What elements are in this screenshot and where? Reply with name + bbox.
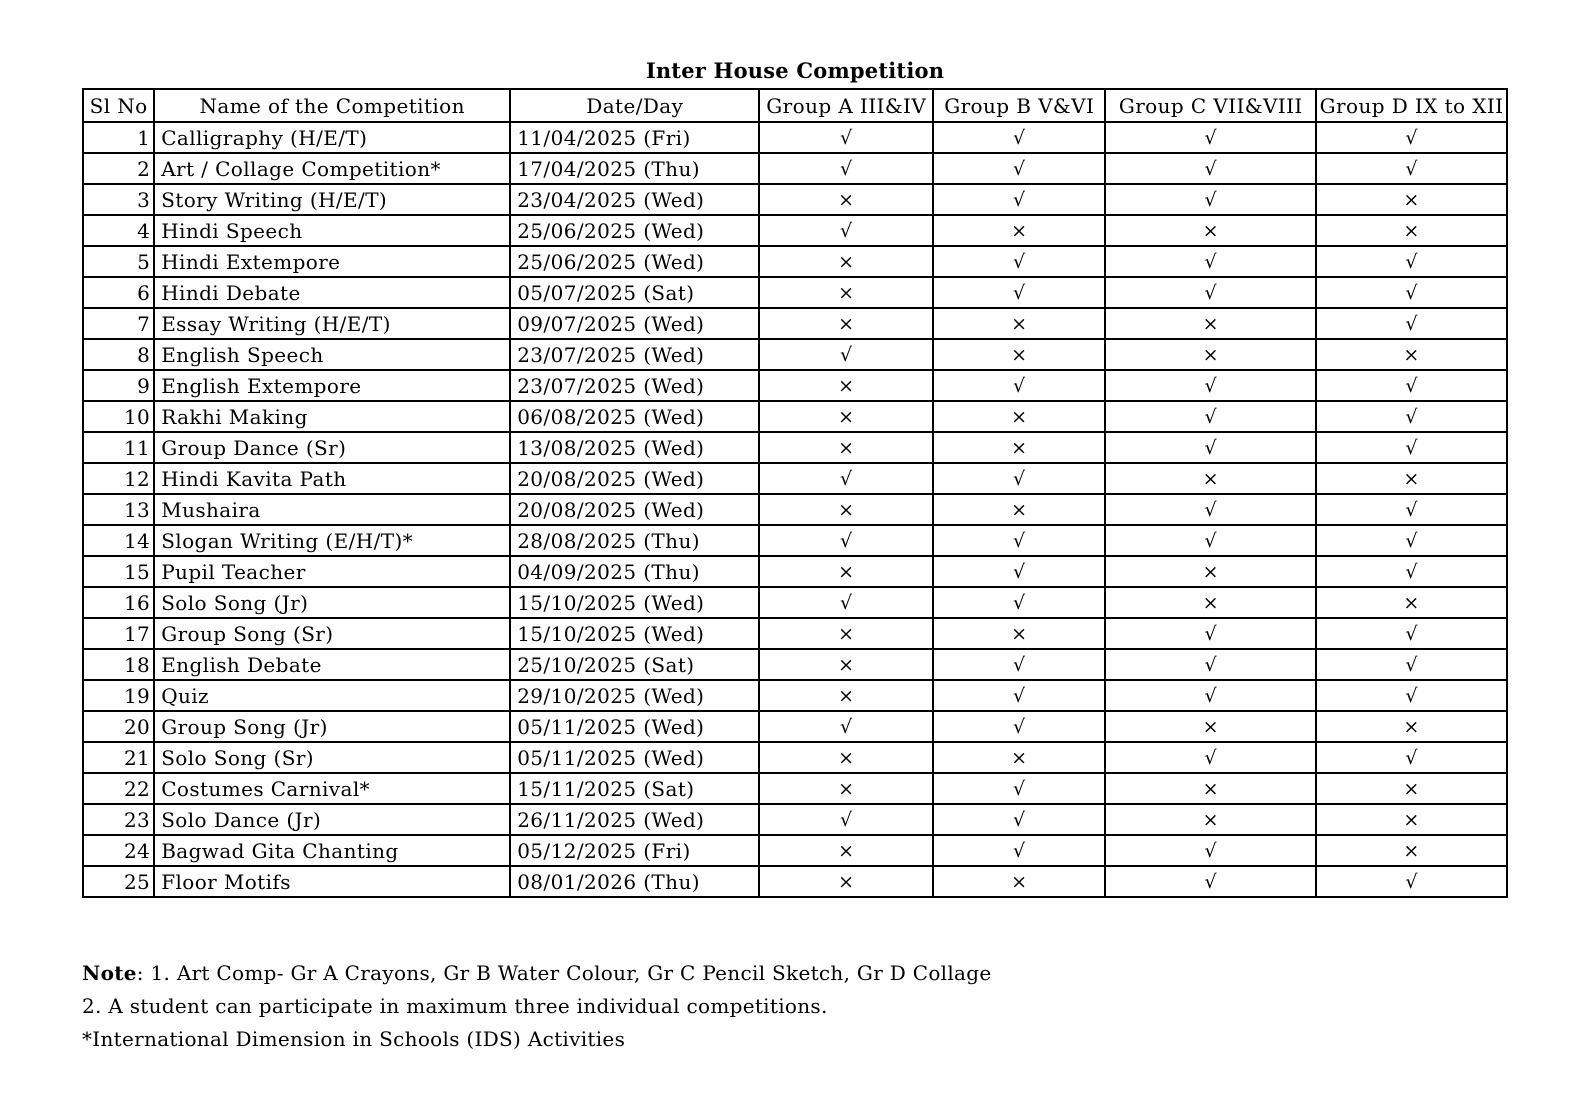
note-line-1-text: : 1. Art Comp- Gr A Crayons, Gr B Water Colour, Gr C Pencil Sketch, Gr D Collage [136, 961, 992, 985]
date-cell: 05/07/2025 (Sat) [510, 277, 759, 308]
group-c-mark-cell: √ [1105, 432, 1316, 463]
date-cell: 05/11/2025 (Wed) [510, 711, 759, 742]
note-label: Note [82, 961, 137, 985]
notes-section [82, 962, 1508, 1050]
header-group-d: Group D IX to XII [1316, 89, 1507, 122]
competition-name-cell: Solo Dance (Jr) [154, 804, 510, 835]
group-b-mark-cell: √ [933, 711, 1105, 742]
header-sl-no: Sl No [83, 89, 154, 122]
group-c-mark-cell: √ [1105, 122, 1316, 153]
competition-name-cell: Essay Writing (H/E/T) [154, 308, 510, 339]
table-row [83, 463, 1507, 494]
group-b-mark-cell: √ [933, 649, 1105, 680]
note-line-3: *International Dimension in Schools (IDS) Activities [82, 1027, 626, 1051]
competition-name-cell: Bagwad Gita Chanting [154, 835, 510, 866]
group-c-mark-cell: √ [1105, 866, 1316, 897]
date-cell: 11/04/2025 (Fri) [510, 122, 759, 153]
group-b-mark-cell: √ [933, 246, 1105, 277]
note-line-2: 2. A student can participate in maximum three individual competitions. [82, 994, 828, 1018]
group-b-mark-cell: √ [933, 556, 1105, 587]
table-row [83, 370, 1507, 401]
date-cell: 15/10/2025 (Wed) [510, 618, 759, 649]
date-cell: 28/08/2025 (Thu) [510, 525, 759, 556]
group-a-mark-cell: × [759, 184, 933, 215]
table-row [83, 773, 1507, 804]
date-cell: 15/11/2025 (Sat) [510, 773, 759, 804]
date-cell: 17/04/2025 (Thu) [510, 153, 759, 184]
date-cell: 26/11/2025 (Wed) [510, 804, 759, 835]
group-b-mark-cell: √ [933, 587, 1105, 618]
sl-no-cell: 3 [83, 184, 154, 215]
note-line-1 [82, 962, 1508, 984]
group-c-mark-cell: √ [1105, 525, 1316, 556]
competition-name-cell: Slogan Writing (E/H/T)* [154, 525, 510, 556]
competition-name-cell: Art / Collage Competition* [154, 153, 510, 184]
date-cell: 15/10/2025 (Wed) [510, 587, 759, 618]
table-row [83, 277, 1507, 308]
competition-name-cell: Group Song (Jr) [154, 711, 510, 742]
date-cell: 25/10/2025 (Sat) [510, 649, 759, 680]
table-row [83, 742, 1507, 773]
sl-no-cell: 1 [83, 122, 154, 153]
sl-no-cell: 7 [83, 308, 154, 339]
table-row [83, 246, 1507, 277]
group-d-mark-cell: √ [1316, 556, 1507, 587]
group-d-mark-cell: × [1316, 184, 1507, 215]
group-c-mark-cell: √ [1105, 835, 1316, 866]
group-d-mark-cell: × [1316, 215, 1507, 246]
date-cell: 06/08/2025 (Wed) [510, 401, 759, 432]
sl-no-cell: 14 [83, 525, 154, 556]
group-d-mark-cell: √ [1316, 122, 1507, 153]
date-cell: 25/06/2025 (Wed) [510, 215, 759, 246]
group-c-mark-cell: √ [1105, 277, 1316, 308]
group-b-mark-cell: √ [933, 122, 1105, 153]
competition-name-cell: Hindi Debate [154, 277, 510, 308]
table-row [83, 308, 1507, 339]
group-b-mark-cell: × [933, 339, 1105, 370]
date-cell: 29/10/2025 (Wed) [510, 680, 759, 711]
competition-name-cell: Group Dance (Sr) [154, 432, 510, 463]
sl-no-cell: 21 [83, 742, 154, 773]
competition-name-cell: Hindi Kavita Path [154, 463, 510, 494]
date-cell: 20/08/2025 (Wed) [510, 463, 759, 494]
table-row [83, 866, 1507, 897]
sl-no-cell: 4 [83, 215, 154, 246]
group-d-mark-cell: √ [1316, 742, 1507, 773]
group-c-mark-cell: × [1105, 587, 1316, 618]
competition-name-cell: Calligraphy (H/E/T) [154, 122, 510, 153]
group-a-mark-cell: × [759, 866, 933, 897]
competition-name-cell: English Speech [154, 339, 510, 370]
group-a-mark-cell: × [759, 618, 933, 649]
group-d-mark-cell: √ [1316, 618, 1507, 649]
date-cell: 09/07/2025 (Wed) [510, 308, 759, 339]
group-b-mark-cell: × [933, 432, 1105, 463]
table-row [83, 525, 1507, 556]
group-a-mark-cell: √ [759, 153, 933, 184]
competition-name-cell: Hindi Speech [154, 215, 510, 246]
group-b-mark-cell: √ [933, 680, 1105, 711]
group-d-mark-cell: × [1316, 773, 1507, 804]
date-cell: 13/08/2025 (Wed) [510, 432, 759, 463]
sl-no-cell: 13 [83, 494, 154, 525]
table-row [83, 432, 1507, 463]
group-c-mark-cell: √ [1105, 370, 1316, 401]
group-d-mark-cell: √ [1316, 246, 1507, 277]
group-c-mark-cell: × [1105, 556, 1316, 587]
group-c-mark-cell: √ [1105, 494, 1316, 525]
group-a-mark-cell: × [759, 432, 933, 463]
group-b-mark-cell: √ [933, 525, 1105, 556]
date-cell: 04/09/2025 (Thu) [510, 556, 759, 587]
competition-name-cell: English Extempore [154, 370, 510, 401]
group-a-mark-cell: √ [759, 804, 933, 835]
group-b-mark-cell: × [933, 742, 1105, 773]
group-d-mark-cell: √ [1316, 370, 1507, 401]
table-row [83, 494, 1507, 525]
group-b-mark-cell: √ [933, 463, 1105, 494]
sl-no-cell: 11 [83, 432, 154, 463]
group-d-mark-cell: × [1316, 835, 1507, 866]
group-b-mark-cell: √ [933, 277, 1105, 308]
sl-no-cell: 15 [83, 556, 154, 587]
sl-no-cell: 22 [83, 773, 154, 804]
group-a-mark-cell: × [759, 835, 933, 866]
group-c-mark-cell: √ [1105, 680, 1316, 711]
competition-name-cell: English Debate [154, 649, 510, 680]
group-a-mark-cell: √ [759, 711, 933, 742]
group-d-mark-cell: √ [1316, 308, 1507, 339]
group-b-mark-cell: √ [933, 153, 1105, 184]
group-d-mark-cell: √ [1316, 432, 1507, 463]
header-group-a: Group A III&IV [759, 89, 933, 122]
group-c-mark-cell: × [1105, 804, 1316, 835]
group-d-mark-cell: √ [1316, 680, 1507, 711]
group-c-mark-cell: × [1105, 308, 1316, 339]
competition-name-cell: Pupil Teacher [154, 556, 510, 587]
group-d-mark-cell: × [1316, 463, 1507, 494]
table-header-row [83, 89, 1507, 122]
group-c-mark-cell: × [1105, 339, 1316, 370]
group-a-mark-cell: × [759, 277, 933, 308]
group-a-mark-cell: × [759, 680, 933, 711]
group-d-mark-cell: × [1316, 339, 1507, 370]
group-b-mark-cell: √ [933, 804, 1105, 835]
table-row [83, 401, 1507, 432]
group-a-mark-cell: × [759, 773, 933, 804]
sl-no-cell: 6 [83, 277, 154, 308]
table-row [83, 835, 1507, 866]
competition-name-cell: Costumes Carnival* [154, 773, 510, 804]
sl-no-cell: 20 [83, 711, 154, 742]
page-title: Inter House Competition [645, 58, 945, 83]
group-c-mark-cell: √ [1105, 649, 1316, 680]
date-cell: 23/07/2025 (Wed) [510, 370, 759, 401]
table-row [83, 649, 1507, 680]
group-c-mark-cell: √ [1105, 618, 1316, 649]
date-cell: 20/08/2025 (Wed) [510, 494, 759, 525]
group-a-mark-cell: √ [759, 122, 933, 153]
competition-name-cell: Mushaira [154, 494, 510, 525]
group-b-mark-cell: × [933, 215, 1105, 246]
group-d-mark-cell: √ [1316, 649, 1507, 680]
table-row [83, 804, 1507, 835]
group-a-mark-cell: × [759, 401, 933, 432]
group-a-mark-cell: × [759, 308, 933, 339]
sl-no-cell: 8 [83, 339, 154, 370]
group-a-mark-cell: × [759, 556, 933, 587]
group-d-mark-cell: × [1316, 587, 1507, 618]
table-row [83, 215, 1507, 246]
group-a-mark-cell: √ [759, 587, 933, 618]
group-a-mark-cell: × [759, 494, 933, 525]
table-row [83, 184, 1507, 215]
group-c-mark-cell: × [1105, 463, 1316, 494]
competition-name-cell: Quiz [154, 680, 510, 711]
sl-no-cell: 23 [83, 804, 154, 835]
group-b-mark-cell: √ [933, 370, 1105, 401]
sl-no-cell: 10 [83, 401, 154, 432]
sl-no-cell: 17 [83, 618, 154, 649]
table-row [83, 587, 1507, 618]
group-a-mark-cell: × [759, 649, 933, 680]
date-cell: 05/12/2025 (Fri) [510, 835, 759, 866]
group-c-mark-cell: × [1105, 215, 1316, 246]
group-a-mark-cell: √ [759, 215, 933, 246]
group-b-mark-cell: × [933, 866, 1105, 897]
date-cell: 25/06/2025 (Wed) [510, 246, 759, 277]
group-c-mark-cell: √ [1105, 401, 1316, 432]
competition-name-cell: Rakhi Making [154, 401, 510, 432]
group-a-mark-cell: × [759, 370, 933, 401]
group-a-mark-cell: √ [759, 463, 933, 494]
header-group-b: Group B V&VI [933, 89, 1105, 122]
group-d-mark-cell: √ [1316, 277, 1507, 308]
header-name: Name of the Competition [154, 89, 510, 122]
competition-name-cell: Floor Motifs [154, 866, 510, 897]
header-group-c: Group C VII&VIII [1105, 89, 1316, 122]
group-c-mark-cell: √ [1105, 184, 1316, 215]
table-row [83, 339, 1507, 370]
group-b-mark-cell: × [933, 494, 1105, 525]
competition-name-cell: Group Song (Sr) [154, 618, 510, 649]
date-cell: 23/04/2025 (Wed) [510, 184, 759, 215]
group-d-mark-cell: × [1316, 804, 1507, 835]
group-b-mark-cell: × [933, 308, 1105, 339]
group-c-mark-cell: √ [1105, 742, 1316, 773]
sl-no-cell: 24 [83, 835, 154, 866]
sl-no-cell: 5 [83, 246, 154, 277]
table-row [83, 618, 1507, 649]
group-c-mark-cell: √ [1105, 153, 1316, 184]
sl-no-cell: 18 [83, 649, 154, 680]
group-b-mark-cell: √ [933, 835, 1105, 866]
date-cell: 08/01/2026 (Thu) [510, 866, 759, 897]
table-row [83, 711, 1507, 742]
group-d-mark-cell: √ [1316, 494, 1507, 525]
table-row [83, 153, 1507, 184]
table-row [83, 680, 1507, 711]
group-b-mark-cell: √ [933, 773, 1105, 804]
competition-name-cell: Story Writing (H/E/T) [154, 184, 510, 215]
group-b-mark-cell: × [933, 401, 1105, 432]
group-a-mark-cell: × [759, 246, 933, 277]
group-d-mark-cell: √ [1316, 525, 1507, 556]
group-a-mark-cell: × [759, 742, 933, 773]
competition-name-cell: Solo Song (Jr) [154, 587, 510, 618]
group-b-mark-cell: × [933, 618, 1105, 649]
group-c-mark-cell: × [1105, 711, 1316, 742]
sl-no-cell: 2 [83, 153, 154, 184]
competition-table-body [83, 122, 1507, 897]
group-d-mark-cell: √ [1316, 153, 1507, 184]
date-cell: 05/11/2025 (Wed) [510, 742, 759, 773]
header-date: Date/Day [510, 89, 759, 122]
sl-no-cell: 12 [83, 463, 154, 494]
group-a-mark-cell: √ [759, 525, 933, 556]
competition-name-cell: Hindi Extempore [154, 246, 510, 277]
group-d-mark-cell: √ [1316, 866, 1507, 897]
date-cell: 23/07/2025 (Wed) [510, 339, 759, 370]
group-a-mark-cell: √ [759, 339, 933, 370]
group-d-mark-cell: √ [1316, 401, 1507, 432]
sl-no-cell: 25 [83, 866, 154, 897]
sl-no-cell: 19 [83, 680, 154, 711]
group-c-mark-cell: √ [1105, 246, 1316, 277]
group-d-mark-cell: × [1316, 711, 1507, 742]
group-c-mark-cell: × [1105, 773, 1316, 804]
table-row [83, 122, 1507, 153]
sl-no-cell: 16 [83, 587, 154, 618]
competition-name-cell: Solo Song (Sr) [154, 742, 510, 773]
sl-no-cell: 9 [83, 370, 154, 401]
competition-table [82, 88, 1508, 898]
group-b-mark-cell: √ [933, 184, 1105, 215]
table-row [83, 556, 1507, 587]
